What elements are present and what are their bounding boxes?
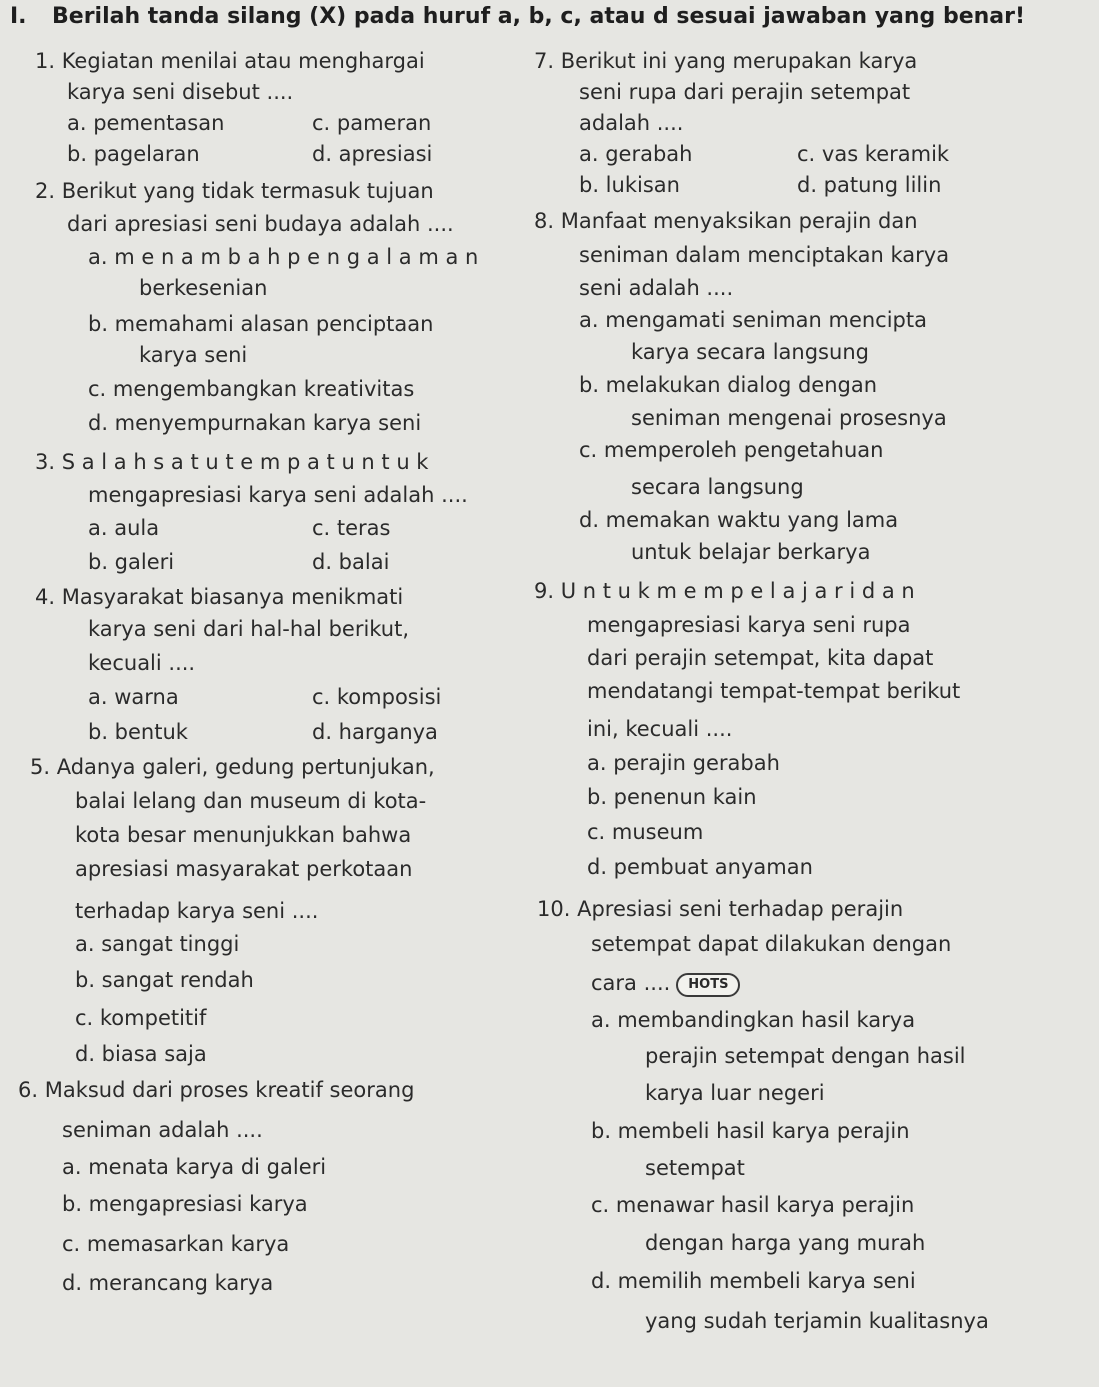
line-text: b. memahami alasan penciptaan: [88, 312, 434, 336]
line-text: dari perajin setempat, kita dapat: [587, 646, 934, 670]
line-text: terhadap karya seni ....: [75, 899, 319, 923]
line-text: c. menawar hasil karya perajin: [591, 1193, 915, 1217]
line-text: mengapresiasi karya seni adalah ....: [88, 483, 468, 507]
line-text: c. kompetitif: [75, 1006, 207, 1030]
line-text: a. membandingkan hasil karya: [591, 1008, 916, 1032]
right-column-line: [534, 48, 917, 74]
left-column-line: [88, 482, 468, 508]
right-column-line: [579, 242, 949, 268]
line-text: a. gerabah: [579, 142, 693, 166]
line-text: 3. S a l a h s a t u t e m p a t u n t u k: [35, 450, 429, 474]
section-number: I.: [10, 4, 27, 29]
line-text: karya secara langsung: [631, 340, 869, 364]
right-column-line: [645, 1080, 825, 1106]
right-column-line: [645, 1155, 745, 1181]
line-text: seniman adalah ....: [62, 1118, 263, 1142]
line-text: c. pameran: [312, 111, 432, 135]
line-text: a. mengamati seniman mencipta: [579, 308, 927, 332]
left-column-line: [62, 1191, 308, 1217]
left-column-line: [88, 719, 188, 745]
left-column-line: [30, 754, 435, 780]
left-column-line: [75, 822, 411, 848]
left-column-line: [75, 788, 426, 814]
right-column-line: [579, 437, 883, 463]
left-column-line: [35, 584, 403, 610]
left-column-line: [62, 1231, 289, 1257]
left-column-line: [88, 515, 159, 541]
line-text: b. sangat rendah: [75, 968, 254, 992]
line-text: dengan harga yang murah: [645, 1231, 926, 1255]
right-column-line: [645, 1230, 925, 1256]
left-column-line: [88, 410, 421, 436]
line-text: d. balai: [312, 550, 390, 574]
right-column-line: [631, 474, 804, 500]
line-text: 8. Manfaat menyaksikan perajin dan: [534, 209, 918, 233]
left-column-line: [312, 110, 431, 136]
hots-badge: HOTS: [676, 973, 740, 997]
right-column-line: [587, 854, 813, 880]
line-text: dari apresiasi seni budaya adalah ....: [67, 212, 454, 236]
line-text: d. patung lilin: [797, 173, 942, 197]
left-column-line: [67, 141, 200, 167]
right-column-line: [579, 507, 898, 533]
line-text: c. komposisi: [312, 685, 442, 709]
left-column-line: [67, 110, 224, 136]
line-text: b. membeli hasil karya perajin: [591, 1119, 910, 1143]
right-column-line: [587, 612, 911, 638]
left-column-line: [35, 178, 434, 204]
left-column-line: [35, 449, 428, 475]
line-text: 2. Berikut yang tidak termasuk tujuan: [35, 179, 434, 203]
left-column-line: [88, 244, 478, 270]
line-text: berkesenian: [139, 276, 268, 300]
right-column-line: [631, 405, 947, 431]
line-text: d. memilih membeli karya seni: [591, 1269, 916, 1293]
left-column-line: [62, 1270, 273, 1296]
line-text: b. bentuk: [88, 720, 188, 744]
line-text: c. museum: [587, 820, 704, 844]
right-column-line: [579, 307, 927, 333]
right-column-line: [587, 819, 703, 845]
line-text: a. sangat tinggi: [75, 932, 240, 956]
line-text: seni rupa dari perajin setempat: [579, 80, 911, 104]
line-text: c. mengembangkan kreativitas: [88, 377, 415, 401]
left-column-line: [62, 1154, 326, 1180]
line-text: a. perajin gerabah: [587, 751, 780, 775]
right-column-line: [797, 172, 941, 198]
right-column-line: [645, 1308, 989, 1334]
right-column-line: [579, 275, 733, 301]
right-column-line: [579, 372, 877, 398]
line-text: perajin setempat dengan hasil: [645, 1044, 966, 1068]
left-column-line: [75, 931, 239, 957]
line-text: d. merancang karya: [62, 1271, 274, 1295]
line-text: setempat dapat dilakukan dengan: [591, 932, 952, 956]
right-column-line: [591, 931, 951, 957]
left-column-line: [67, 211, 454, 237]
line-text: a. aula: [88, 516, 160, 540]
line-text: balai lelang dan museum di kota-: [75, 789, 427, 813]
line-text: adalah ....: [579, 111, 684, 135]
line-text: seniman mengenai prosesnya: [631, 406, 947, 430]
line-text: b. pagelaran: [67, 142, 200, 166]
right-column-line: [631, 339, 869, 365]
line-text: d. biasa saja: [75, 1042, 207, 1066]
right-column-line: [579, 79, 910, 105]
line-text: yang sudah terjamin kualitasnya: [645, 1309, 989, 1333]
left-column-line: [18, 1077, 414, 1103]
line-text: 5. Adanya galeri, gedung pertunjukan,: [30, 755, 435, 779]
line-text: d. menyempurnakan karya seni: [88, 411, 422, 435]
left-column-line: [88, 650, 195, 676]
left-column-line: [139, 275, 267, 301]
left-column-line: [75, 967, 254, 993]
left-column-line: [88, 376, 414, 402]
left-column-line: [75, 898, 318, 924]
line-text: d. memakan waktu yang lama: [579, 508, 899, 532]
right-column-line: [591, 1007, 915, 1033]
line-text: b. lukisan: [579, 173, 680, 197]
right-column-line: [591, 1192, 914, 1218]
left-column-line: [67, 79, 293, 105]
line-text: mendatangi tempat-tempat berikut: [587, 679, 961, 703]
left-column-line: [35, 48, 425, 74]
line-text: cara ....: [591, 971, 671, 995]
right-column-line: [797, 141, 949, 167]
line-text: d. apresiasi: [312, 142, 433, 166]
line-text: c. memasarkan karya: [62, 1232, 290, 1256]
left-column-line: [75, 856, 412, 882]
line-text: d. pembuat anyaman: [587, 855, 813, 879]
line-text: setempat: [645, 1156, 745, 1180]
line-text: a. menata karya di galeri: [62, 1155, 327, 1179]
left-column-line: [75, 1005, 206, 1031]
line-text: seniman dalam menciptakan karya: [579, 243, 950, 267]
line-text: 10. Apresiasi seni terhadap perajin: [537, 897, 904, 921]
line-text: karya luar negeri: [645, 1081, 825, 1105]
line-text: apresiasi masyarakat perkotaan: [75, 857, 413, 881]
left-column-line: [88, 549, 174, 575]
left-column-line: [62, 1117, 263, 1143]
line-text: karya seni: [139, 343, 248, 367]
left-column-line: [139, 342, 247, 368]
line-text: a. m e n a m b a h p e n g a l a m a n: [88, 245, 479, 269]
line-text: c. memperoleh pengetahuan: [579, 438, 884, 462]
left-column-line: [75, 1041, 207, 1067]
left-column-line: [312, 684, 441, 710]
left-column-line: [312, 515, 391, 541]
line-text: karya seni disebut ....: [67, 80, 294, 104]
right-column-line: [579, 110, 683, 136]
line-text: kota besar menunjukkan bahwa: [75, 823, 412, 847]
right-column-line: [579, 172, 680, 198]
line-text: seni adalah ....: [579, 276, 734, 300]
line-text: ini, kecuali ....: [587, 717, 733, 741]
left-column-line: [312, 141, 432, 167]
right-column-line: [587, 784, 757, 810]
line-text: 1. Kegiatan menilai atau menghargai: [35, 49, 425, 73]
left-column-line: [88, 311, 433, 337]
line-text: 6. Maksud dari proses kreatif seorang: [18, 1078, 415, 1102]
left-column-line: [312, 719, 438, 745]
line-text: b. mengapresiasi karya: [62, 1192, 308, 1216]
line-text: kecuali ....: [88, 651, 196, 675]
right-column-line: [587, 645, 933, 671]
right-column-line: [534, 578, 915, 604]
left-column-line: [88, 616, 409, 642]
line-text: 4. Masyarakat biasanya menikmati: [35, 585, 404, 609]
right-column-line: [591, 1268, 916, 1294]
left-column-line: [88, 684, 179, 710]
right-column-line: [579, 141, 692, 167]
left-column-line: [312, 549, 389, 575]
line-text: 7. Berikut ini yang merupakan karya: [534, 49, 918, 73]
line-text: a. pementasan: [67, 111, 225, 135]
right-column-line: [587, 716, 732, 742]
section-heading: [10, 4, 1025, 29]
line-text: c. teras: [312, 516, 391, 540]
right-column-line: [631, 539, 870, 565]
right-column-line: [587, 750, 780, 776]
right-column-line: [645, 1043, 966, 1069]
right-column-line: [534, 208, 918, 234]
line-text: b. penenun kain: [587, 785, 757, 809]
line-text: d. harganya: [312, 720, 438, 744]
line-text: 9. U n t u k m e m p e l a j a r i d a n: [534, 579, 915, 603]
line-text: secara langsung: [631, 475, 804, 499]
right-column-line: [587, 678, 960, 704]
line-text: b. melakukan dialog dengan: [579, 373, 878, 397]
line-text: karya seni dari hal-hal berikut,: [88, 617, 410, 641]
line-text: a. warna: [88, 685, 179, 709]
line-text: untuk belajar berkarya: [631, 540, 871, 564]
right-column-line: [591, 1118, 910, 1144]
right-column-line: [591, 970, 740, 997]
line-text: c. vas keramik: [797, 142, 950, 166]
line-text: mengapresiasi karya seni rupa: [587, 613, 911, 637]
line-text: b. galeri: [88, 550, 175, 574]
right-column-line: [537, 896, 903, 922]
section-instruction: Berilah tanda silang (X) pada huruf a, b, c, atau d sesuai jawaban yang benar!: [52, 4, 1026, 29]
